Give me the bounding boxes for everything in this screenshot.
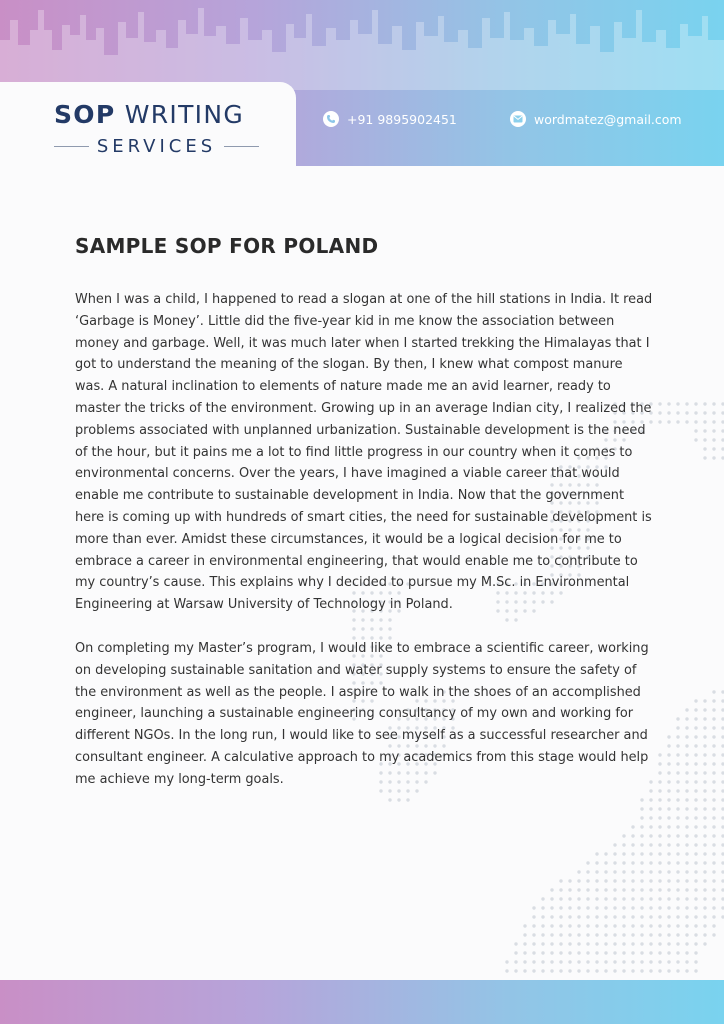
document-body bbox=[75, 289, 655, 813]
footer-band bbox=[0, 980, 724, 1024]
phone-number: +91 9895902451 bbox=[347, 111, 457, 127]
logo-subtitle: SERVICES bbox=[96, 135, 217, 157]
city-skyline-graphic bbox=[0, 0, 724, 90]
document-title: SAMPLE SOP FOR POLAND bbox=[75, 234, 379, 258]
logo-light-word: WRITING bbox=[124, 100, 245, 129]
mail-icon bbox=[510, 111, 526, 127]
logo-subtitle-row bbox=[54, 134, 259, 158]
logo-divider-right bbox=[224, 146, 259, 147]
paragraph-1: When I was a child, I happened to read a slogan at one of the hill stations in India. It read ‘Garbage is Money’. Little did the five-year kid in me know the association between money and garbage. Well, it was much later when I started trekking the Himalayas that I got to understand the meaning of the slogan. By then, I knew what compost manure was. A natural inclination to elements of nature made me an avid learner, ready to master the tricks of the environment. Growing up in an average Indian city, I realized the problems associated with unplanned urbanization. Sustainable development is the need of the hour, but it pains me a lot to find little progress in our country when it comes to environmental concerns. Over the years, I have imagined a viable career that would enable me contribute to sustainable development in India. Now that the government here is coming up with hundreds of smart cities, the need for sustainable development is more than ever. Amidst these circumstances, it would be a logical decision for me to embrace a career in environmental engineering, that would enable me to contribute to my country’s cause. This explains why I decided to pursue my M.Sc. in Environmental Engineering at Warsaw University of Technology in Poland. bbox=[75, 292, 653, 613]
logo bbox=[54, 100, 259, 129]
paragraph-2: On completing my Master’s program, I would like to embrace a scientific career, working on developing sustainable sanitation and water supply systems to ensure the safety of the environment as well as the people. I aspire to walk in the shoes of an accomplished engineer, launching a sustainable engineering consultancy of my own and working for different NGOs. In the long run, I would like to see myself as a successful researcher and consultant engineer. A calculative approach to my academics from this stage would help me achieve my long-term goals. bbox=[75, 640, 649, 787]
email-contact[interactable] bbox=[510, 111, 682, 127]
logo-bold-word: SOP bbox=[54, 100, 116, 129]
phone-icon bbox=[323, 111, 339, 127]
email-address: wordmatez@gmail.com bbox=[534, 111, 682, 127]
phone-contact[interactable] bbox=[323, 111, 457, 127]
logo-divider-left bbox=[54, 146, 89, 147]
